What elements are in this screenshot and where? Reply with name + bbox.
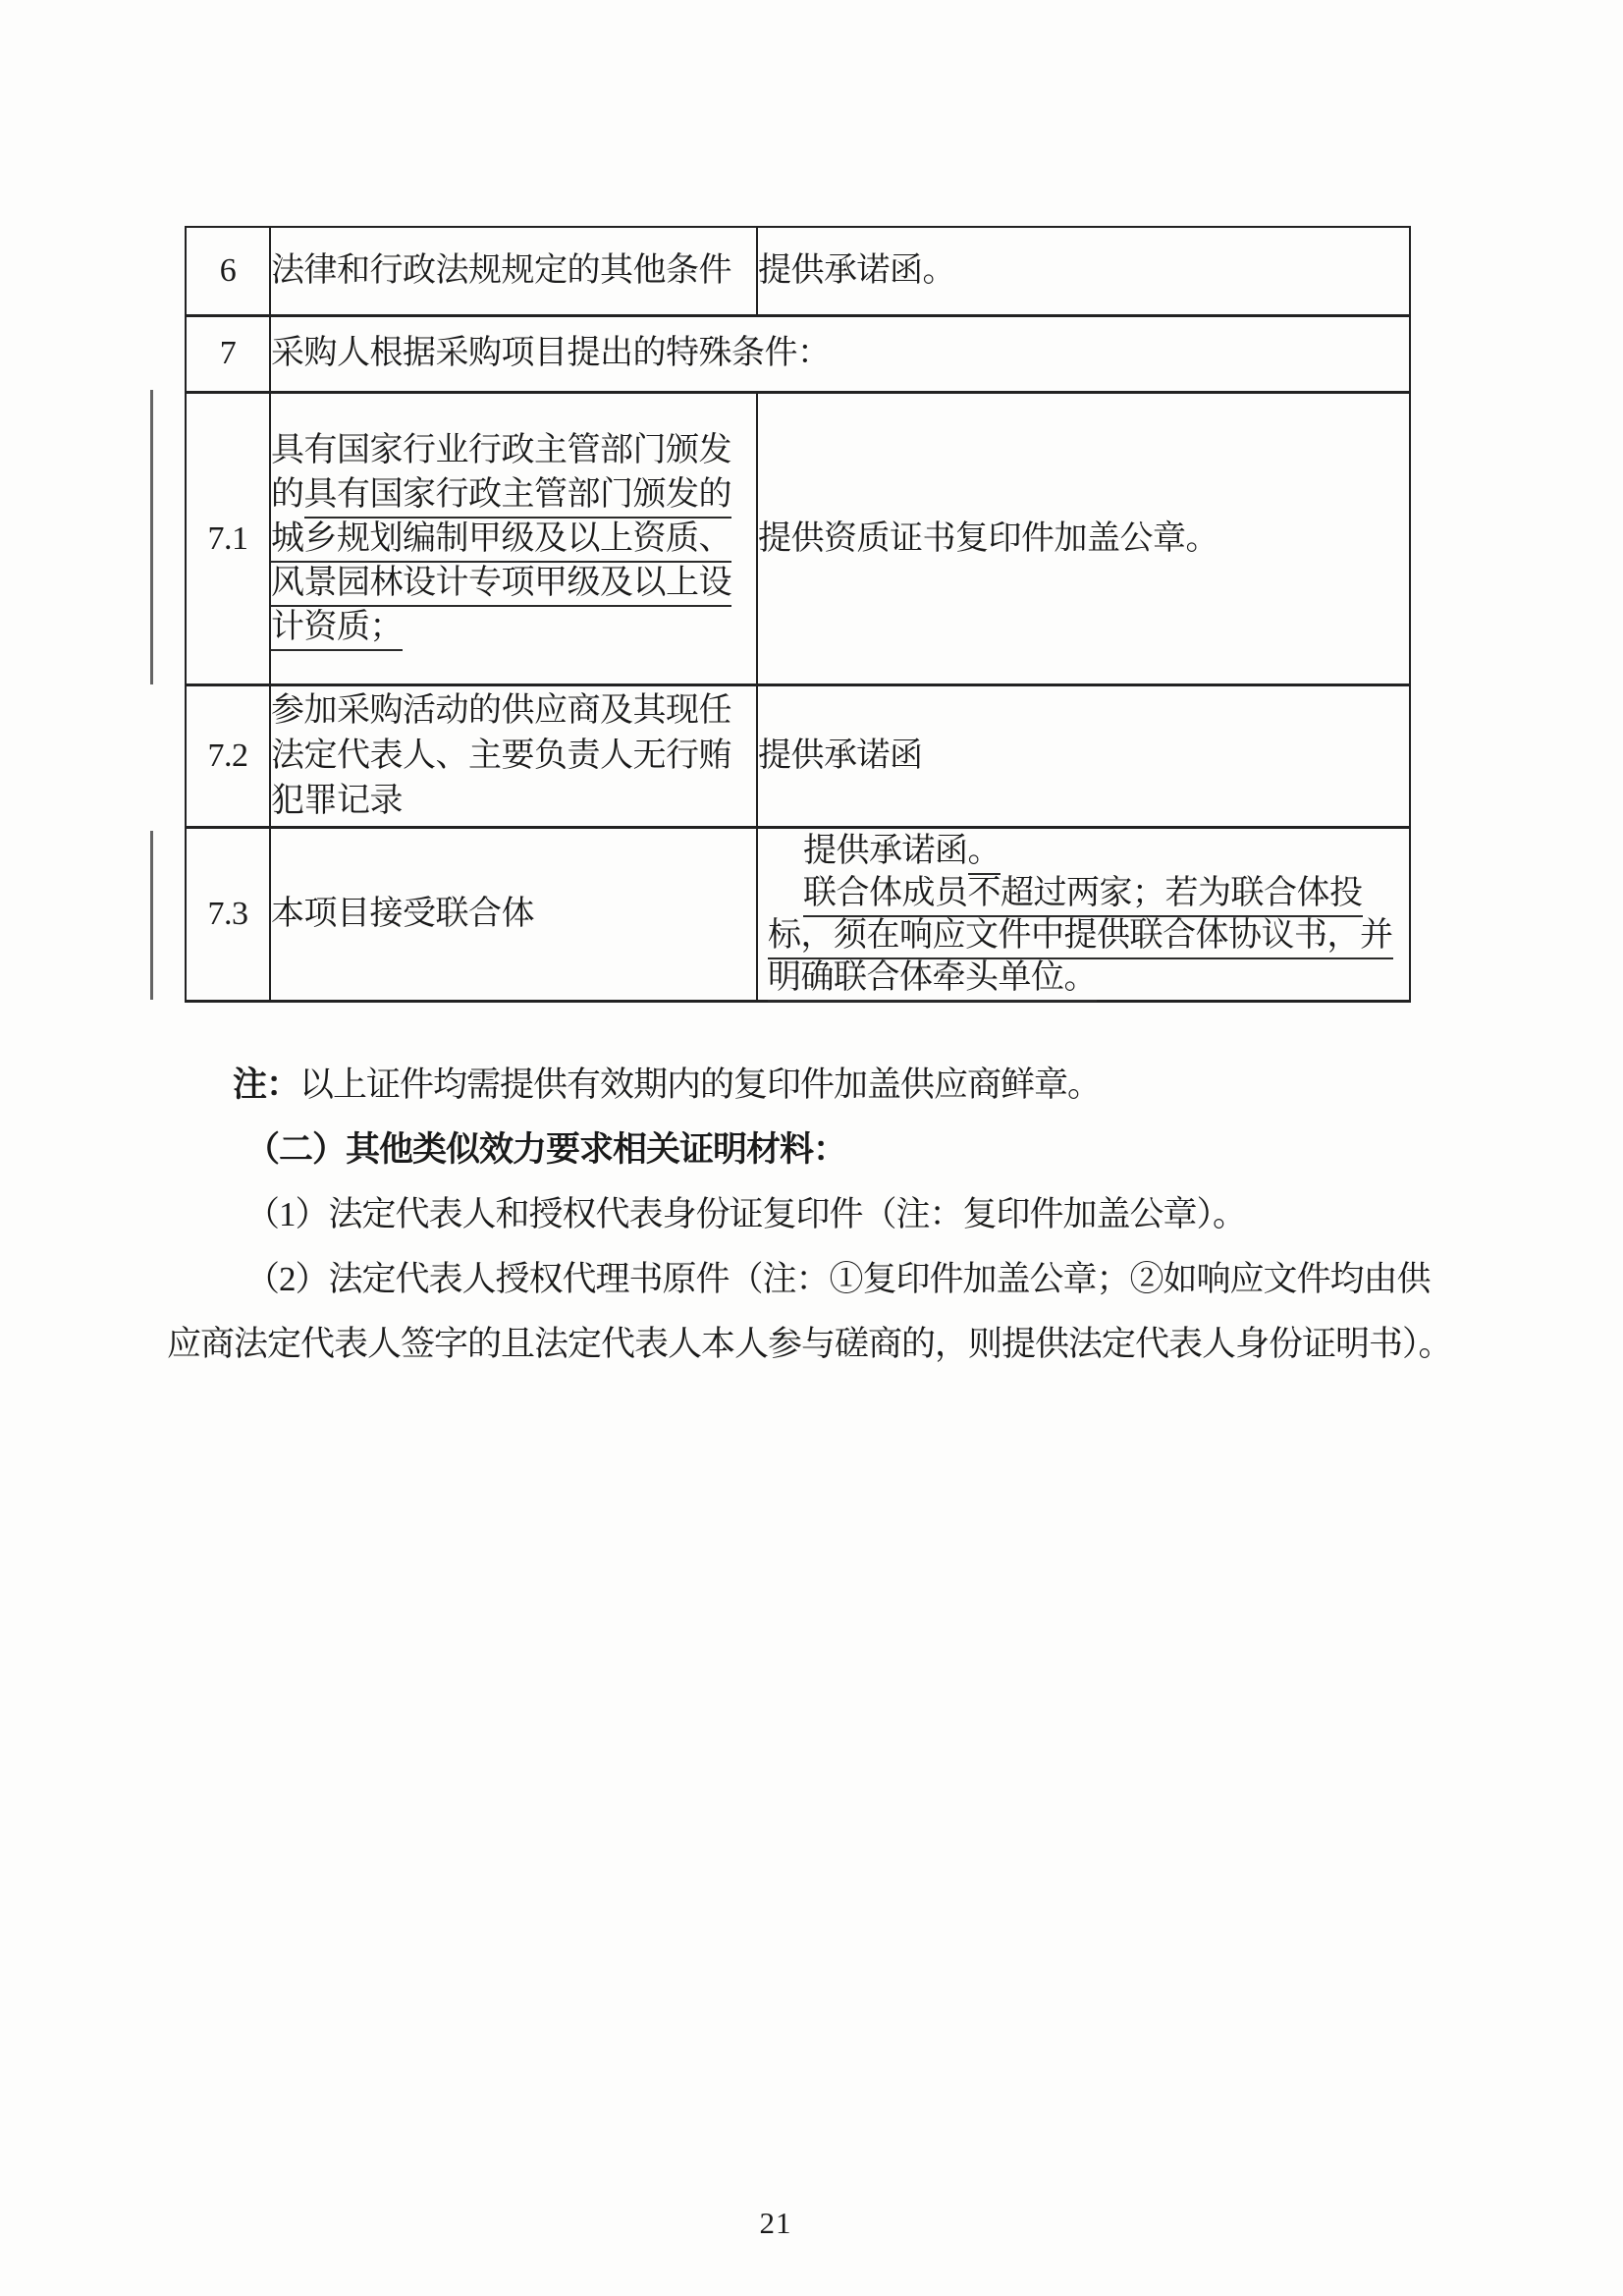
- row-7-number: 7: [186, 315, 270, 392]
- table-row-6: [186, 227, 1410, 315]
- note-seal-validity-text: 以上证件均需提供有效期内的复印件加盖供应商鲜章。: [299, 1066, 1102, 1104]
- row-6-number: 6: [186, 227, 270, 315]
- row-7-1-number: 7.1: [186, 392, 270, 684]
- table-row-7-3: [186, 827, 1410, 1001]
- row-7-2-number: 7.2: [186, 684, 270, 827]
- row-7-3-requirement-line-1: 提供承诺函。: [768, 830, 1397, 872]
- section-heading-other-materials: （二）其他类似效力要求相关证明材料：: [245, 1130, 847, 1169]
- note-seal-validity: [167, 1053, 1483, 1118]
- requirements-table: [185, 226, 1411, 1003]
- row-6-condition: 法律和行政法规规定的其他条件: [270, 227, 757, 315]
- row-7-special-conditions-header: 采购人根据采购项目提出的特殊条件：: [270, 315, 1410, 392]
- item-1-id-copies: （1）法定代表人和授权代表身份证复印件（注：复印件加盖公章）。: [245, 1195, 1247, 1233]
- margin-revision-bar-2: [150, 831, 153, 1000]
- table-row-7: [186, 315, 1410, 392]
- row-7-3-number: 7.3: [186, 827, 270, 1001]
- row-7-2-condition: 参加采购活动的供应商及其现任 法定代表人、主要负责人无行贿 犯罪记录: [270, 684, 757, 827]
- row-7-1-condition: 具有国家行业行政主管部门颁发 的具有国家行政主管部门颁发的 城乡规划编制甲级及以上资质、 风景园林设计专项甲级及以上设 计资质；: [270, 392, 757, 684]
- table-row-7-1: [186, 392, 1410, 684]
- notes-section: [167, 1053, 1483, 1377]
- row-7-3-requirement-joint-venture-clause: 联合体成员不超过两家；若为联合体投 标，须在响应文件中提供联合体协议书，并 明确联合体牵头单位。: [768, 872, 1397, 999]
- page-number: 21: [759, 2206, 792, 2240]
- row-6-requirement: 提供承诺函。: [757, 227, 1410, 315]
- row-7-3-requirement: [757, 827, 1410, 1001]
- note-label: 注：: [233, 1066, 300, 1104]
- row-7-1-requirement: 提供资质证书复印件加盖公章。: [757, 392, 1410, 684]
- row-7-2-requirement: 提供承诺函: [757, 684, 1410, 827]
- item-2-authorization-original: （2）法定代表人授权代理书原件（注：①复印件加盖公章；②如响应文件均由供 应商法定代表人签字的且法定代表人本人参与磋商的，则提供法定代表人身份证明书）。: [167, 1260, 1452, 1363]
- margin-revision-bar-1: [150, 390, 153, 684]
- row-7-3-condition: 本项目接受联合体: [270, 827, 757, 1001]
- table-row-7-2: [186, 684, 1410, 827]
